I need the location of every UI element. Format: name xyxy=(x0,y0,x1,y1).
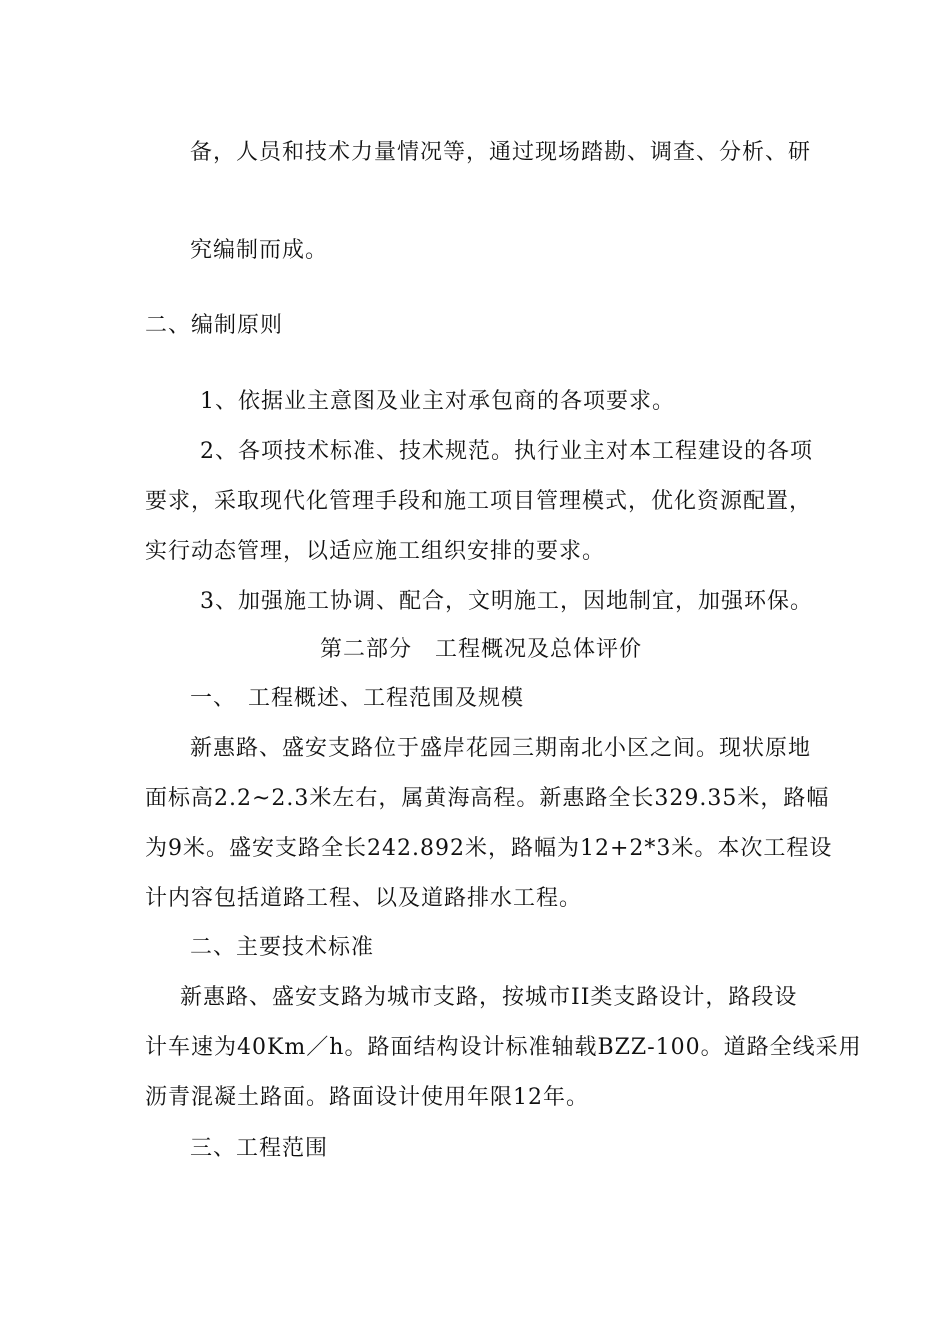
section-heading: 一、 工程概述、工程范围及规模 xyxy=(190,686,525,711)
paragraph-line: 备，人员和技术力量情况等，通过现场踏勘、调查、分析、研 xyxy=(190,140,812,165)
paragraph-line: 实行动态管理，以适应施工组织安排的要求。 xyxy=(145,539,606,564)
paragraph-line: 计内容包括道路工程、以及道路排水工程。 xyxy=(145,886,583,911)
list-item: 1、依据业主意图及业主对承包商的各项要求。 xyxy=(200,389,675,414)
list-item: 2、各项技术标准、技术规范。执行业主对本工程建设的各项 xyxy=(200,439,813,464)
section-heading: 二、主要技术标准 xyxy=(190,935,375,960)
paragraph-line: 沥青混凝土路面。路面设计使用年限12年。 xyxy=(145,1085,589,1110)
paragraph-line: 计车速为40Km／h。路面结构设计标准轴载BZZ-100。道路全线采用 xyxy=(145,1035,862,1060)
paragraph-line: 面标高2.2~2.3米左右，属黄海高程。新惠路全长329.35米，路幅 xyxy=(145,786,830,811)
part-title: 第二部分 工程概况及总体评价 xyxy=(320,637,643,662)
paragraph-line: 为9米。盛安支路全长242.892米，路幅为12+2*3米。本次工程设 xyxy=(145,836,833,861)
paragraph-line: 新惠路、盛安支路为城市支路，按城市II类支路设计，路段设 xyxy=(180,985,798,1010)
list-item: 3、加强施工协调、配合，文明施工，因地制宜，加强环保。 xyxy=(200,589,813,614)
paragraph-line: 新惠路、盛安支路位于盛岸花园三期南北小区之间。现状原地 xyxy=(190,736,812,761)
section-heading: 三、工程范围 xyxy=(190,1136,329,1161)
paragraph-line: 究编制而成。 xyxy=(190,238,329,263)
paragraph-line: 要求，采取现代化管理手段和施工项目管理模式，优化资源配置， xyxy=(145,489,813,514)
section-heading: 二、编制原则 xyxy=(145,313,284,338)
